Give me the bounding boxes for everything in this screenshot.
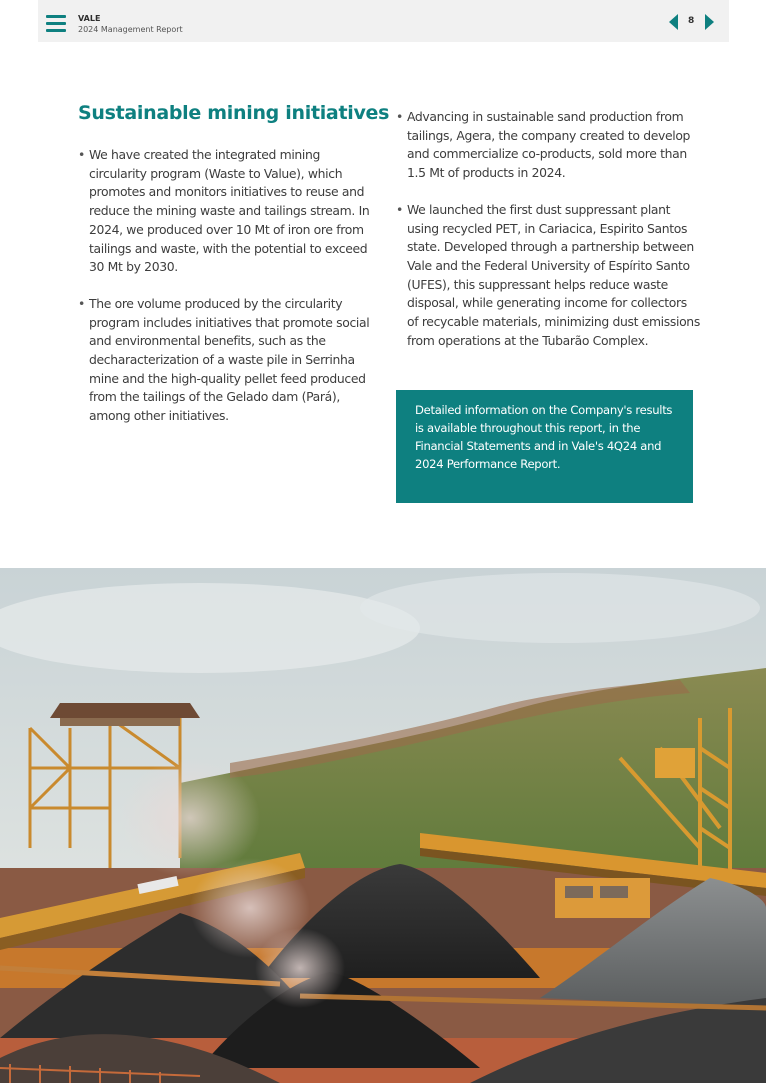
brand-name: VALE <box>78 14 101 23</box>
hamburger-menu-icon[interactable] <box>46 15 66 32</box>
page-number: 8 <box>688 16 695 26</box>
list-item: • We have created the integrated mining circularity program (Waste to Value), which promotes and monitors initiatives to reuse and reduce the mining waste and tailings stream. In 2024, we produced over 10 Mt of iron ore from tailings and waste, with the potential to exceed 30 Mt by 2030. <box>78 146 378 277</box>
left-bullet-list <box>78 146 378 444</box>
list-item: • We launched the first dust suppressant plant using recycled PET, in Cariacica, Espirito Santos state. Developed through a partnership between Vale and the Federal University of Espírito Santo (UFES), this suppressant helps reduce waste disposal, while generating income for collectors of recycable materials, minimizing dust emissions from operations at the Tubarão Complex. <box>396 201 701 351</box>
list-item: • Advancing in sustainable sand production from tailings, Agera, the company created to develop and commercialize co-products, sold more than 1.5 Mt of products in 2024. <box>396 108 701 183</box>
section-title: Sustainable mining initiatives <box>78 102 390 124</box>
mining-site-photo <box>0 568 766 1083</box>
callout-text: Detailed information on the Company's results is available throughout this report, in the Financial Statements and in Vale's 4Q24 and 2024 Performance Report. <box>415 403 673 471</box>
page-header <box>38 0 729 42</box>
brand-block <box>78 13 183 35</box>
report-subtitle: 2024 Management Report <box>78 25 183 34</box>
triangle-right-icon[interactable] <box>705 14 714 30</box>
info-callout-box <box>396 390 693 503</box>
list-item: • The ore volume produced by the circularity program includes initiatives that promote social and environmental benefits, such as the decharacterization of a waste pile in Serrinha mine and the high-quality pellet feed produced from the tailings of the Gelado dam (Pará), among other initiatives. <box>78 295 378 426</box>
right-bullet-list <box>396 108 701 368</box>
triangle-left-icon[interactable] <box>669 14 678 30</box>
